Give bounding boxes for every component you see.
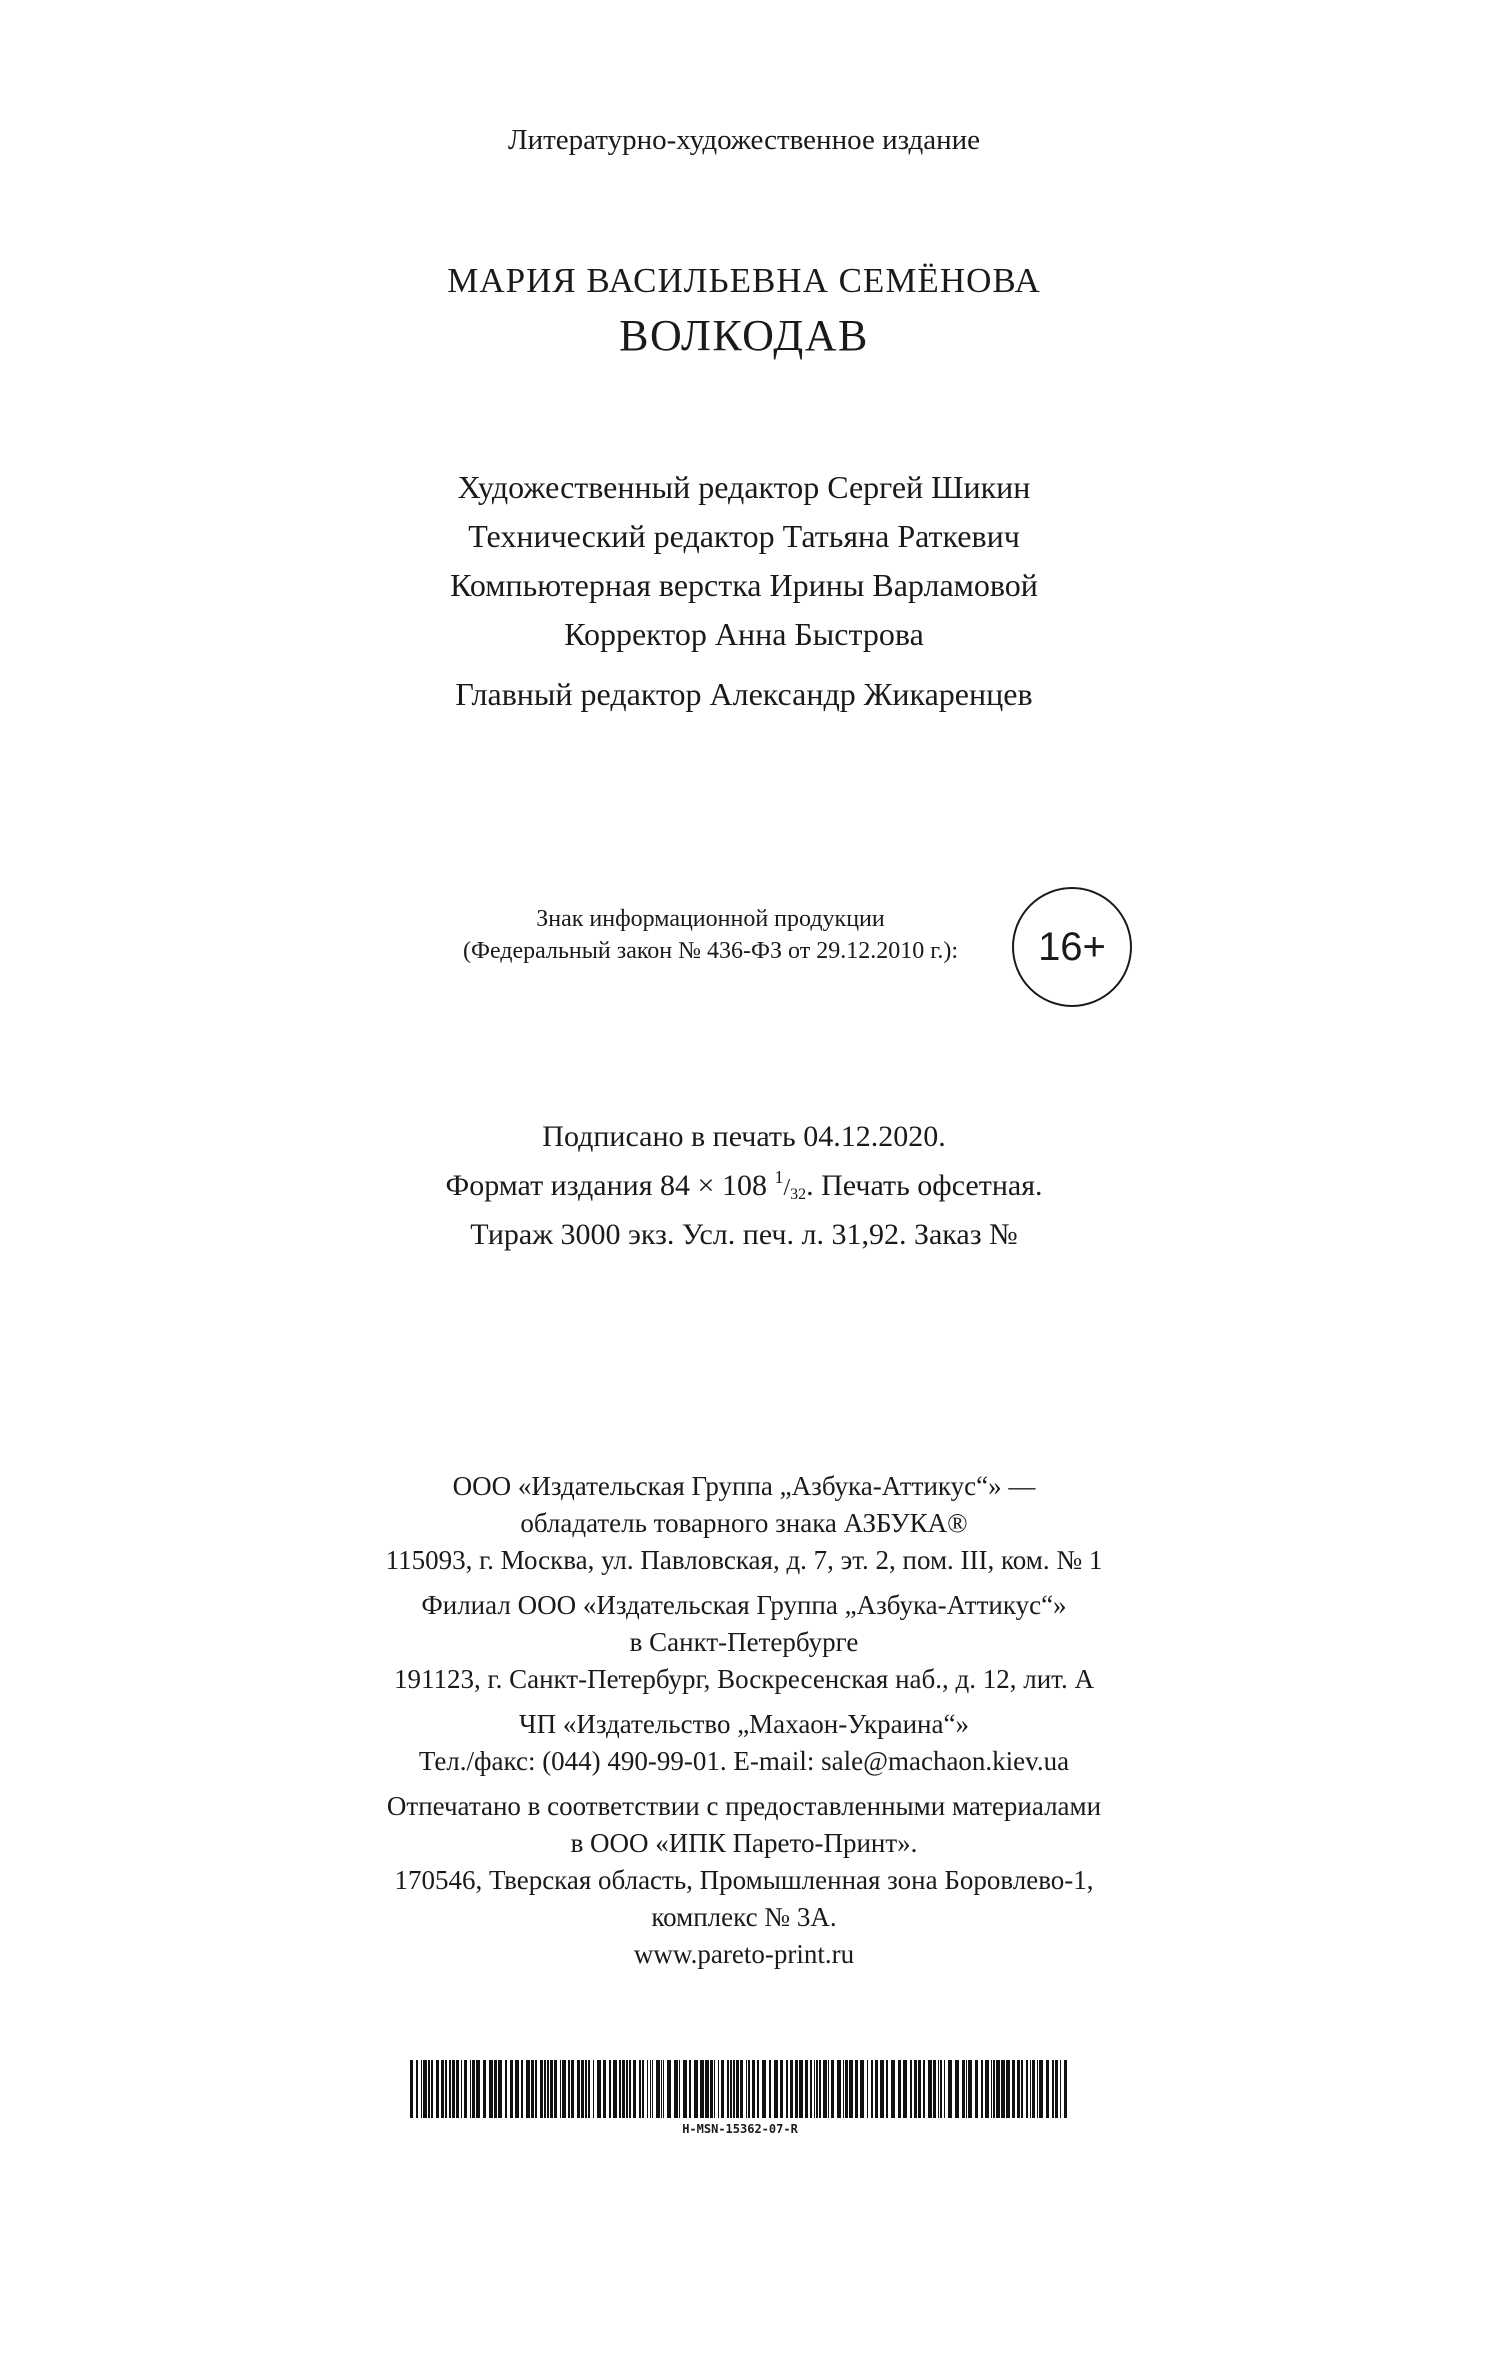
- barcode-bar-76: [746, 2060, 747, 2118]
- barcode-bar-89: [810, 2060, 812, 2118]
- barcode-bar-31: [550, 2060, 553, 2118]
- barcode-bar-124: [975, 2060, 978, 2118]
- barcode-bar-142: [1055, 2060, 1058, 2118]
- barcode-bar-83: [780, 2060, 783, 2118]
- barcode-bar-43: [603, 2060, 606, 2118]
- barcode: [410, 2060, 1070, 2136]
- barcode-bar-35: [568, 2060, 570, 2118]
- barcode-bar-1: [416, 2060, 418, 2118]
- barcode-bar-82: [774, 2060, 778, 2118]
- barcode-bar-97: [843, 2060, 844, 2118]
- barcode-bar-40: [588, 2060, 590, 2118]
- barcode-bar-78: [752, 2060, 755, 2118]
- barcode-bar-105: [880, 2060, 884, 2118]
- barcode-bar-115: [933, 2060, 936, 2118]
- barcode-bar-125: [981, 2060, 983, 2118]
- printed-note: Отпечатано в соответствии с предоставленными материалами: [386, 1791, 1102, 1821]
- barcode-bar-22: [510, 2060, 513, 2118]
- printer-complex: комплекс № 3А.: [651, 1902, 837, 1932]
- barcode-bar-98: [845, 2060, 848, 2118]
- barcode-bar-139: [1039, 2060, 1043, 2118]
- barcode-bar-16: [476, 2060, 480, 2118]
- barcode-bar-7: [441, 2060, 444, 2118]
- barcode-bar-94: [828, 2060, 829, 2118]
- publisher-line: ООО «Издательская Группа „Азбука-Аттикус“» —: [452, 1471, 1036, 1501]
- book-title: ВОЛКОДАВ: [619, 311, 869, 360]
- barcode-bar-116: [938, 2060, 939, 2118]
- barcode-bar-34: [562, 2060, 566, 2118]
- barcode-bar-137: [1032, 2060, 1035, 2118]
- barcode-bar-91: [816, 2060, 818, 2118]
- barcode-bar-85: [790, 2060, 793, 2118]
- barcode-bar-28: [540, 2060, 543, 2118]
- barcode-bar-96: [837, 2060, 841, 2118]
- circulation-line: Тираж 3000 экз. Усл. печ. л. 31,92. Заказ №: [470, 1218, 1018, 1251]
- barcode-bar-113: [923, 2060, 925, 2118]
- printer-name: в ООО «ИПК Парето-Принт».: [570, 1828, 918, 1858]
- barcode-bar-135: [1026, 2060, 1028, 2118]
- printer-address: 170546, Тверская область, Промышленная зона Боровлево-1,: [394, 1865, 1094, 1895]
- barcode-bar-106: [886, 2060, 888, 2118]
- format-fraction-denominator: 32: [790, 1186, 807, 1203]
- barcode-bar-128: [993, 2060, 995, 2118]
- barcode-bar-84: [786, 2060, 788, 2118]
- barcode-bar-37: [577, 2060, 580, 2118]
- credit-line-art-editor: Художественный редактор Сергей Шикин: [457, 469, 1031, 505]
- barcode-bar-108: [898, 2060, 901, 2118]
- barcode-bar-51: [639, 2060, 641, 2118]
- age-rating-text: [463, 903, 958, 967]
- barcode-bar-49: [629, 2060, 631, 2118]
- barcode-bar-26: [531, 2060, 534, 2118]
- barcode-bar-73: [733, 2060, 735, 2118]
- age-rating-badge: 16+: [1012, 887, 1132, 1007]
- barcode-bar-134: [1021, 2060, 1023, 2118]
- barcode-bar-95: [831, 2060, 834, 2118]
- barcode-bar-114: [928, 2060, 932, 2118]
- barcode-bars: [410, 2060, 1070, 2118]
- barcode-bar-10: [452, 2060, 455, 2118]
- barcode-bar-15: [472, 2060, 475, 2118]
- barcode-bar-120: [955, 2060, 959, 2118]
- edition-type: Литературно-художественное издание: [507, 124, 981, 156]
- author-name: МАРИЯ ВАСИЛЬЕВНА СЕМЁНОВА: [447, 261, 1041, 300]
- signed-to-print: Подписано в печать 04.12.2020.: [542, 1120, 946, 1153]
- barcode-bar-62: [683, 2060, 687, 2118]
- barcode-bar-64: [694, 2060, 698, 2118]
- barcode-bar-20: [498, 2060, 502, 2118]
- credit-line-layout: Компьютерная верстка Ирины Варламовой: [450, 567, 1038, 603]
- publisher-address: 115093, г. Москва, ул. Павловская, д. 7, эт. 2, пом. III, ком. № 1: [385, 1545, 1103, 1575]
- barcode-bar-57: [661, 2060, 662, 2118]
- barcode-bar-119: [948, 2060, 952, 2118]
- trademark-line: обладатель товарного знака АЗБУКА®: [520, 1508, 968, 1538]
- barcode-caption: H-MSN-15362-07-R: [682, 2122, 798, 2136]
- age-rating-law: (Федеральный закон № 436-ФЗ от 29.12.2010 г.):: [462, 938, 958, 964]
- barcode-bar-112: [918, 2060, 921, 2118]
- barcode-bar-77: [748, 2060, 750, 2118]
- barcode-bar-101: [860, 2060, 864, 2118]
- barcode-bar-42: [597, 2060, 601, 2118]
- barcode-bar-24: [521, 2060, 523, 2118]
- barcode-bar-46: [619, 2060, 621, 2118]
- ukraine-publisher: ЧП «Издательство „Махаон-Украина“»: [519, 1709, 969, 1739]
- barcode-bar-68: [714, 2060, 715, 2118]
- barcode-bar-143: [1060, 2060, 1061, 2118]
- barcode-bar-104: [875, 2060, 878, 2118]
- barcode-bar-30: [547, 2060, 549, 2118]
- print-info: [0, 1117, 1488, 1255]
- barcode-bar-53: [647, 2060, 648, 2118]
- format-fraction-slash: /: [783, 1175, 791, 1201]
- barcode-bar-52: [642, 2060, 644, 2118]
- barcode-bar-63: [689, 2060, 691, 2118]
- barcode-bar-123: [968, 2060, 972, 2118]
- format-line: [0, 1157, 1488, 1215]
- barcode-bar-54: [650, 2060, 651, 2118]
- barcode-bar-99: [849, 2060, 853, 2118]
- branch-city: в Санкт-Петербурге: [629, 1627, 859, 1657]
- barcode-bar-11: [456, 2060, 459, 2118]
- barcode-bar-18: [489, 2060, 493, 2118]
- barcode-bar-6: [436, 2060, 439, 2118]
- barcode-bar-80: [762, 2060, 766, 2118]
- barcode-bar-45: [613, 2060, 617, 2118]
- barcode-bar-36: [571, 2060, 574, 2118]
- barcode-bar-2: [421, 2060, 422, 2118]
- credits-list: [0, 463, 1488, 659]
- publisher-info: [0, 1468, 1488, 1973]
- barcode-bar-140: [1046, 2060, 1049, 2118]
- barcode-bar-136: [1030, 2060, 1031, 2118]
- barcode-bar-25: [526, 2060, 530, 2118]
- printer-website: www.pareto-print.ru: [633, 1939, 855, 1969]
- barcode-bar-58: [663, 2060, 664, 2118]
- barcode-bar-65: [700, 2060, 704, 2118]
- barcode-bar-87: [799, 2060, 803, 2118]
- barcode-bar-86: [795, 2060, 798, 2118]
- barcode-bar-75: [740, 2060, 743, 2118]
- barcode-bar-38: [581, 2060, 584, 2118]
- barcode-bar-133: [1017, 2060, 1020, 2118]
- credit-line-tech-editor: Технический редактор Татьяна Раткевич: [468, 518, 1020, 554]
- barcode-bar-93: [823, 2060, 827, 2118]
- barcode-bar-13: [464, 2060, 467, 2118]
- barcode-bar-126: [985, 2060, 989, 2118]
- barcode-bar-79: [757, 2060, 759, 2118]
- author-title-block: [0, 255, 1488, 365]
- barcode-bar-109: [903, 2060, 907, 2118]
- format-suffix: . Печать офсетная.: [806, 1169, 1043, 1202]
- barcode-bar-4: [428, 2060, 430, 2118]
- barcode-bar-55: [652, 2060, 653, 2118]
- barcode-bar-60: [674, 2060, 678, 2118]
- barcode-bar-50: [633, 2060, 636, 2118]
- barcode-bar-0: [410, 2060, 413, 2118]
- credit-line-proofreader: Корректор Анна Быстрова: [564, 616, 924, 652]
- barcode-bar-32: [554, 2060, 557, 2118]
- barcode-bar-71: [727, 2060, 729, 2118]
- barcode-bar-8: [445, 2060, 447, 2118]
- barcode-bar-138: [1037, 2060, 1038, 2118]
- barcode-bar-103: [871, 2060, 873, 2118]
- barcode-bar-131: [1006, 2060, 1010, 2118]
- barcode-bar-88: [805, 2060, 808, 2118]
- age-rating-sign: [0, 887, 1488, 1017]
- barcode-bar-44: [609, 2060, 611, 2118]
- barcode-bar-144: [1064, 2060, 1067, 2118]
- barcode-bar-122: [966, 2060, 967, 2118]
- barcode-bar-5: [431, 2060, 433, 2118]
- barcode-bar-111: [914, 2060, 917, 2118]
- barcode-bar-48: [626, 2060, 628, 2118]
- barcode-bar-19: [494, 2060, 497, 2118]
- barcode-bar-90: [814, 2060, 815, 2118]
- barcode-bar-23: [515, 2060, 519, 2118]
- barcode-bar-33: [560, 2060, 561, 2118]
- barcode-bar-74: [736, 2060, 739, 2118]
- barcode-bar-100: [855, 2060, 858, 2118]
- barcode-bar-29: [544, 2060, 546, 2118]
- barcode-bar-14: [470, 2060, 471, 2118]
- barcode-bar-59: [667, 2060, 671, 2118]
- barcode-bar-67: [710, 2060, 713, 2118]
- barcode-bar-92: [819, 2060, 821, 2118]
- format-prefix: Формат издания 84 × 108: [445, 1169, 775, 1202]
- barcode-bar-107: [891, 2060, 895, 2118]
- barcode-bar-118: [944, 2060, 945, 2118]
- barcode-bar-17: [483, 2060, 486, 2118]
- barcode-bar-61: [679, 2060, 680, 2118]
- barcode-bar-72: [730, 2060, 732, 2118]
- barcode-bar-129: [996, 2060, 1000, 2118]
- age-rating-label: Знак информационной продукции: [536, 906, 885, 932]
- chief-editor: Главный редактор Александр Жикаренцев: [455, 676, 1033, 712]
- format-fraction-numerator: 1: [774, 1167, 784, 1187]
- branch-address: 191123, г. Санкт-Петербург, Воскресенская наб., д. 12, лит. А: [394, 1664, 1094, 1694]
- barcode-bar-21: [505, 2060, 507, 2118]
- barcode-bar-47: [622, 2060, 625, 2118]
- barcode-bar-102: [867, 2060, 868, 2118]
- barcode-bar-56: [656, 2060, 660, 2118]
- branch-line: Филиал ООО «Издательская Группа „Азбука-Аттикус“»: [421, 1590, 1067, 1620]
- barcode-bar-132: [1012, 2060, 1015, 2118]
- barcode-bar-121: [962, 2060, 965, 2118]
- barcode-bar-12: [461, 2060, 462, 2118]
- barcode-bar-66: [705, 2060, 709, 2118]
- barcode-bar-9: [449, 2060, 451, 2118]
- barcode-bar-117: [940, 2060, 942, 2118]
- barcode-bar-130: [1001, 2060, 1005, 2118]
- barcode-bar-70: [721, 2060, 724, 2118]
- barcode-bar-41: [593, 2060, 594, 2118]
- barcode-bar-27: [535, 2060, 537, 2118]
- barcode-bar-3: [423, 2060, 427, 2118]
- barcode-bar-141: [1052, 2060, 1054, 2118]
- barcode-bar-81: [769, 2060, 771, 2118]
- barcode-bar-127: [991, 2060, 992, 2118]
- barcode-bar-69: [718, 2060, 719, 2118]
- barcode-bar-110: [910, 2060, 912, 2118]
- barcode-bar-39: [585, 2060, 587, 2118]
- ukraine-contacts: Тел./факс: (044) 490-99-01. E-mail: sale@machaon.kiev.ua: [418, 1746, 1070, 1776]
